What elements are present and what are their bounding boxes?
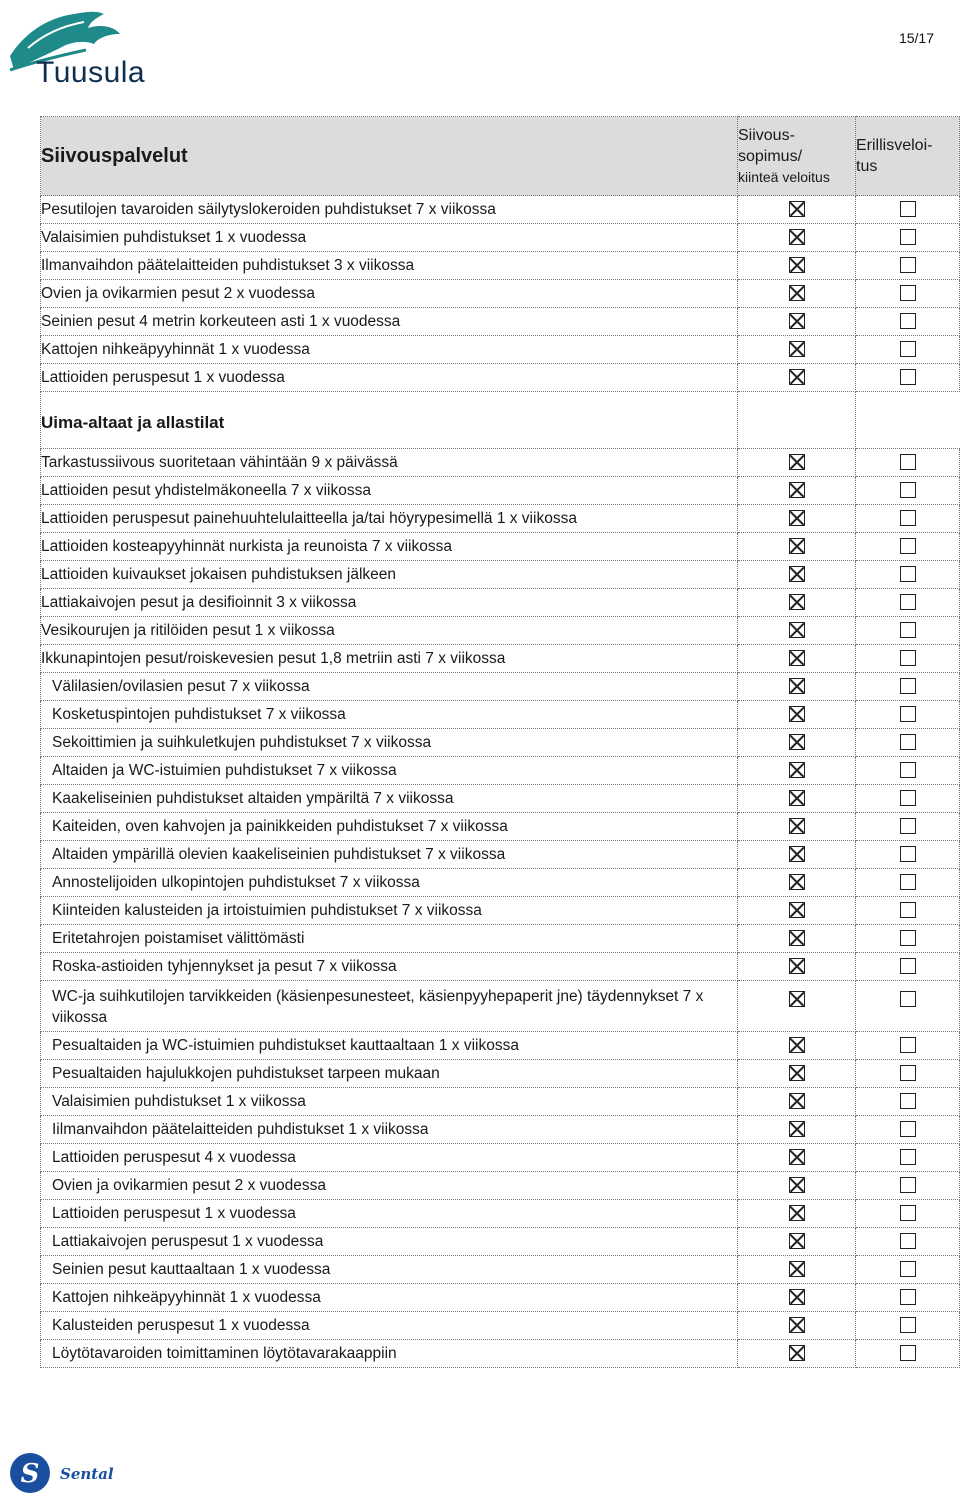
rows-group-a bbox=[41, 196, 960, 392]
erillisveloitus-checkbox[interactable] bbox=[900, 594, 916, 610]
sopimus-checkbox-cell bbox=[738, 1088, 856, 1116]
erillisveloitus-checkbox[interactable] bbox=[900, 678, 916, 694]
table-row bbox=[41, 729, 960, 757]
erillisveloitus-checkbox-cell bbox=[856, 729, 960, 757]
erillisveloitus-checkbox-cell bbox=[856, 1284, 960, 1312]
erillisveloitus-checkbox-cell bbox=[856, 757, 960, 785]
sopimus-checkbox[interactable] bbox=[789, 762, 805, 778]
sopimus-checkbox[interactable] bbox=[789, 706, 805, 722]
table-row bbox=[41, 1172, 960, 1200]
table-row bbox=[41, 364, 960, 392]
erillisveloitus-checkbox[interactable] bbox=[900, 1037, 916, 1053]
sopimus-checkbox[interactable] bbox=[789, 1205, 805, 1221]
sopimus-checkbox[interactable] bbox=[789, 1233, 805, 1249]
erillisveloitus-checkbox-cell bbox=[856, 785, 960, 813]
row-label: Lattioiden peruspesut 4 x vuodessa bbox=[41, 1144, 738, 1172]
row-label: Kosketuspintojen puhdistukset 7 x viikossa bbox=[41, 701, 738, 729]
row-label: Ilmanvaihdon päätelaitteiden puhdistukset 3 x viikossa bbox=[41, 252, 738, 280]
row-label: WC-ja suihkutilojen tarvikkeiden (käsienpesunesteet, käsienpyyhepaperit jne) täydennykset 7 x viikossa bbox=[41, 981, 738, 1032]
row-label: Pesualtaiden hajulukkojen puhdistukset tarpeen mukaan bbox=[41, 1060, 738, 1088]
erillisveloitus-checkbox[interactable] bbox=[900, 790, 916, 806]
sopimus-checkbox[interactable] bbox=[789, 790, 805, 806]
table-row bbox=[41, 224, 960, 252]
table-row bbox=[41, 1256, 960, 1284]
row-label: Ovien ja ovikarmien pesut 2 x vuodessa bbox=[41, 280, 738, 308]
section-empty-cell bbox=[856, 392, 960, 449]
sopimus-checkbox-cell bbox=[738, 196, 856, 224]
erillisveloitus-checkbox-cell bbox=[856, 645, 960, 673]
row-label: Lattioiden kosteapyyhinnät nurkista ja reunoista 7 x viikossa bbox=[41, 533, 738, 561]
row-label: Lattiakaivojen pesut ja desifioinnit 3 x viikossa bbox=[41, 589, 738, 617]
row-label: Vesikourujen ja ritilöiden pesut 1 x viikossa bbox=[41, 617, 738, 645]
sopimus-checkbox-cell bbox=[738, 252, 856, 280]
page-number: 15/17 bbox=[898, 30, 934, 46]
erillisveloitus-checkbox[interactable] bbox=[900, 734, 916, 750]
erillisveloitus-checkbox[interactable] bbox=[900, 341, 916, 357]
logo-text: Tuusula bbox=[36, 56, 146, 89]
row-label: Annostelijoiden ulkopintojen puhdistukset 7 x viikossa bbox=[41, 869, 738, 897]
sopimus-checkbox-cell bbox=[738, 1228, 856, 1256]
table-row bbox=[41, 336, 960, 364]
rows-group-b bbox=[41, 449, 960, 673]
erillisveloitus-checkbox[interactable] bbox=[900, 874, 916, 890]
table-row bbox=[41, 1116, 960, 1144]
erillisveloitus-checkbox[interactable] bbox=[900, 958, 916, 974]
sopimus-checkbox[interactable] bbox=[789, 650, 805, 666]
table-row bbox=[41, 477, 960, 505]
sopimus-checkbox[interactable] bbox=[789, 818, 805, 834]
sopimus-checkbox[interactable] bbox=[789, 846, 805, 862]
erillisveloitus-checkbox-cell bbox=[856, 673, 960, 701]
sopimus-checkbox[interactable] bbox=[789, 201, 805, 217]
sopimus-checkbox-cell bbox=[738, 813, 856, 841]
sopimus-checkbox-cell bbox=[738, 505, 856, 533]
row-label: Lattioiden peruspesut 1 x vuodessa bbox=[41, 1200, 738, 1228]
erillisveloitus-checkbox-cell bbox=[856, 1116, 960, 1144]
sopimus-checkbox-cell bbox=[738, 701, 856, 729]
table-row bbox=[41, 1088, 960, 1116]
erillisveloitus-checkbox-cell bbox=[856, 1172, 960, 1200]
section-title: Uima-altaat ja allastilat bbox=[41, 392, 738, 449]
erillisveloitus-checkbox-cell bbox=[856, 449, 960, 477]
table-row bbox=[41, 617, 960, 645]
sopimus-checkbox-cell bbox=[738, 1256, 856, 1284]
erillisveloitus-checkbox-cell bbox=[856, 1200, 960, 1228]
erillisveloitus-checkbox[interactable] bbox=[900, 285, 916, 301]
sopimus-checkbox-cell bbox=[738, 449, 856, 477]
row-label: Kaiteiden, oven kahvojen ja painikkeiden puhdistukset 7 x viikossa bbox=[41, 813, 738, 841]
erillisveloitus-checkbox[interactable] bbox=[900, 622, 916, 638]
sopimus-checkbox[interactable] bbox=[789, 1345, 805, 1361]
sopimus-checkbox-cell bbox=[738, 1116, 856, 1144]
col2-line3: kiinteä veloitus bbox=[738, 168, 830, 185]
row-label: Valaisimien puhdistukset 1 x viikossa bbox=[41, 1088, 738, 1116]
erillisveloitus-checkbox[interactable] bbox=[900, 902, 916, 918]
erillisveloitus-checkbox[interactable] bbox=[900, 846, 916, 862]
row-label: Lattioiden kuivaukset jokaisen puhdistuksen jälkeen bbox=[41, 561, 738, 589]
sopimus-checkbox-cell bbox=[738, 1200, 856, 1228]
section-row-group bbox=[41, 392, 960, 449]
erillisveloitus-checkbox-cell bbox=[856, 1060, 960, 1088]
erillisveloitus-checkbox-cell bbox=[856, 533, 960, 561]
erillisveloitus-checkbox-cell bbox=[856, 1144, 960, 1172]
sopimus-checkbox-cell bbox=[738, 589, 856, 617]
erillisveloitus-checkbox-cell bbox=[856, 196, 960, 224]
erillisveloitus-checkbox[interactable] bbox=[900, 650, 916, 666]
row-label: Lattioiden peruspesut painehuuhtelulaitteella ja/tai höyrypesimellä 1 x viikossa bbox=[41, 505, 738, 533]
erillisveloitus-checkbox[interactable] bbox=[900, 313, 916, 329]
table-row bbox=[41, 757, 960, 785]
sopimus-checkbox-cell bbox=[738, 785, 856, 813]
table-row bbox=[41, 449, 960, 477]
table-row bbox=[41, 196, 960, 224]
table-row bbox=[41, 673, 960, 701]
erillisveloitus-checkbox[interactable] bbox=[900, 991, 916, 1007]
col2-line2: sopimus/ bbox=[738, 147, 803, 165]
sopimus-checkbox-cell bbox=[738, 645, 856, 673]
sopimus-checkbox-cell bbox=[738, 477, 856, 505]
sopimus-checkbox[interactable] bbox=[789, 958, 805, 974]
row-label: Pesualtaiden ja WC-istuimien puhdistukset kauttaaltaan 1 x viikossa bbox=[41, 1032, 738, 1060]
sopimus-checkbox-cell bbox=[738, 981, 856, 1032]
table-row bbox=[41, 897, 960, 925]
row-label: Valaisimien puhdistukset 1 x vuodessa bbox=[41, 224, 738, 252]
erillisveloitus-checkbox-cell bbox=[856, 925, 960, 953]
sopimus-checkbox-cell bbox=[738, 1284, 856, 1312]
sopimus-checkbox-cell bbox=[738, 561, 856, 589]
sopimus-checkbox[interactable] bbox=[789, 991, 805, 1007]
sopimus-checkbox[interactable] bbox=[789, 1037, 805, 1053]
table-row bbox=[41, 981, 960, 1032]
erillisveloitus-checkbox-cell bbox=[856, 336, 960, 364]
sopimus-checkbox-cell bbox=[738, 280, 856, 308]
sopimus-checkbox[interactable] bbox=[789, 1121, 805, 1137]
table-row bbox=[41, 505, 960, 533]
sopimus-checkbox[interactable] bbox=[789, 1261, 805, 1277]
table-row bbox=[41, 561, 960, 589]
sopimus-checkbox-cell bbox=[738, 1312, 856, 1340]
erillisveloitus-checkbox[interactable] bbox=[900, 706, 916, 722]
erillisveloitus-checkbox-cell bbox=[856, 280, 960, 308]
sopimus-checkbox[interactable] bbox=[789, 257, 805, 273]
table-row bbox=[41, 869, 960, 897]
erillisveloitus-checkbox-cell bbox=[856, 953, 960, 981]
row-label: Löytötavaroiden toimittaminen löytötavarakaappiin bbox=[41, 1340, 738, 1368]
table-row bbox=[41, 785, 960, 813]
sopimus-checkbox[interactable] bbox=[789, 1065, 805, 1081]
row-label: Roska-astioiden tyhjennykset ja pesut 7 x viikossa bbox=[41, 953, 738, 981]
erillisveloitus-checkbox-cell bbox=[856, 897, 960, 925]
erillisveloitus-checkbox[interactable] bbox=[900, 510, 916, 526]
erillisveloitus-checkbox-cell bbox=[856, 813, 960, 841]
row-label: Lattioiden pesut yhdistelmäkoneella 7 x viikossa bbox=[41, 477, 738, 505]
sopimus-checkbox-cell bbox=[738, 841, 856, 869]
erillisveloitus-checkbox-cell bbox=[856, 1312, 960, 1340]
sopimus-checkbox-cell bbox=[738, 925, 856, 953]
row-label: Kiinteiden kalusteiden ja irtoistuimien puhdistukset 7 x viikossa bbox=[41, 897, 738, 925]
sopimus-checkbox-cell bbox=[738, 308, 856, 336]
erillisveloitus-checkbox[interactable] bbox=[900, 1261, 916, 1277]
sopimus-checkbox[interactable] bbox=[789, 902, 805, 918]
sopimus-checkbox-cell bbox=[738, 869, 856, 897]
erillisveloitus-checkbox[interactable] bbox=[900, 1317, 916, 1333]
col2-line1: Siivous- bbox=[738, 126, 795, 144]
erillisveloitus-checkbox-cell bbox=[856, 1340, 960, 1368]
sopimus-checkbox-cell bbox=[738, 673, 856, 701]
sopimus-checkbox-cell bbox=[738, 1032, 856, 1060]
sopimus-checkbox-cell bbox=[738, 1172, 856, 1200]
col3-line2: tus bbox=[856, 158, 878, 175]
services-table bbox=[40, 116, 960, 1368]
sopimus-checkbox[interactable] bbox=[789, 734, 805, 750]
section-row bbox=[41, 392, 960, 449]
sopimus-checkbox[interactable] bbox=[789, 1289, 805, 1305]
sopimus-checkbox[interactable] bbox=[789, 1177, 805, 1193]
table-row bbox=[41, 925, 960, 953]
sopimus-checkbox[interactable] bbox=[789, 369, 805, 385]
erillisveloitus-checkbox[interactable] bbox=[900, 538, 916, 554]
row-label: Sekoittimien ja suihkuletkujen puhdistukset 7 x viikossa bbox=[41, 729, 738, 757]
erillisveloitus-checkbox[interactable] bbox=[900, 1065, 916, 1081]
sopimus-checkbox-cell bbox=[738, 224, 856, 252]
row-label: Kattojen nihkeäpyyhinnät 1 x vuodessa bbox=[41, 336, 738, 364]
table-row bbox=[41, 1144, 960, 1172]
erillisveloitus-checkbox-cell bbox=[856, 981, 960, 1032]
table-row bbox=[41, 1060, 960, 1088]
sopimus-checkbox[interactable] bbox=[789, 313, 805, 329]
row-label: Kaakeliseinien puhdistukset altaiden ympäriltä 7 x viikossa bbox=[41, 785, 738, 813]
erillisveloitus-checkbox[interactable] bbox=[900, 482, 916, 498]
table-row bbox=[41, 1228, 960, 1256]
row-label: Ikkunapintojen pesut/roiskevesien pesut 1,8 metriin asti 7 x viikossa bbox=[41, 645, 738, 673]
erillisveloitus-checkbox[interactable] bbox=[900, 1233, 916, 1249]
sopimus-checkbox[interactable] bbox=[789, 341, 805, 357]
sopimus-checkbox-cell bbox=[738, 1060, 856, 1088]
erillisveloitus-checkbox[interactable] bbox=[900, 454, 916, 470]
table-title: Siivouspalvelut bbox=[41, 117, 738, 196]
sopimus-checkbox[interactable] bbox=[789, 622, 805, 638]
row-label: Eritetahrojen poistamiset välittömästi bbox=[41, 925, 738, 953]
erillisveloitus-checkbox[interactable] bbox=[900, 1345, 916, 1361]
erillisveloitus-checkbox-cell bbox=[856, 589, 960, 617]
table-row bbox=[41, 1312, 960, 1340]
table-row bbox=[41, 645, 960, 673]
table-row bbox=[41, 953, 960, 981]
erillisveloitus-checkbox[interactable] bbox=[900, 762, 916, 778]
sopimus-checkbox[interactable] bbox=[789, 566, 805, 582]
table-row bbox=[41, 1032, 960, 1060]
sopimus-checkbox-cell bbox=[738, 533, 856, 561]
erillisveloitus-checkbox[interactable] bbox=[900, 930, 916, 946]
sopimus-checkbox-cell bbox=[738, 757, 856, 785]
row-label: Tarkastussiivous suoritetaan vähintään 9 x päivässä bbox=[41, 449, 738, 477]
table-row bbox=[41, 813, 960, 841]
row-label: Välilasien/ovilasien pesut 7 x viikossa bbox=[41, 673, 738, 701]
column-header-sopimus bbox=[738, 117, 856, 196]
erillisveloitus-checkbox[interactable] bbox=[900, 566, 916, 582]
sopimus-checkbox[interactable] bbox=[789, 874, 805, 890]
sopimus-checkbox[interactable] bbox=[789, 510, 805, 526]
sopimus-checkbox-cell bbox=[738, 336, 856, 364]
table-row bbox=[41, 701, 960, 729]
sopimus-checkbox[interactable] bbox=[789, 1317, 805, 1333]
erillisveloitus-checkbox[interactable] bbox=[900, 1149, 916, 1165]
erillisveloitus-checkbox-cell bbox=[856, 1032, 960, 1060]
row-label: Seinien pesut kauttaaltaan 1 x vuodessa bbox=[41, 1256, 738, 1284]
erillisveloitus-checkbox[interactable] bbox=[900, 1177, 916, 1193]
row-label: Seinien pesut 4 metrin korkeuteen asti 1 x vuodessa bbox=[41, 308, 738, 336]
row-label: Altaiden ympärillä olevien kaakeliseinien puhdistukset 7 x viikossa bbox=[41, 841, 738, 869]
row-label: Ovien ja ovikarmien pesut 2 x vuodessa bbox=[41, 1172, 738, 1200]
sopimus-checkbox-cell bbox=[738, 729, 856, 757]
row-label: Iilmanvaihdon päätelaitteiden puhdistukset 1 x viikossa bbox=[41, 1116, 738, 1144]
erillisveloitus-checkbox-cell bbox=[856, 841, 960, 869]
sopimus-checkbox[interactable] bbox=[789, 678, 805, 694]
sopimus-checkbox[interactable] bbox=[789, 930, 805, 946]
erillisveloitus-checkbox-cell bbox=[856, 869, 960, 897]
erillisveloitus-checkbox-cell bbox=[856, 1228, 960, 1256]
erillisveloitus-checkbox[interactable] bbox=[900, 229, 916, 245]
sopimus-checkbox-cell bbox=[738, 364, 856, 392]
erillisveloitus-checkbox-cell bbox=[856, 364, 960, 392]
row-label: Kattojen nihkeäpyyhinnät 1 x vuodessa bbox=[41, 1284, 738, 1312]
erillisveloitus-checkbox[interactable] bbox=[900, 818, 916, 834]
sopimus-checkbox-cell bbox=[738, 1144, 856, 1172]
erillisveloitus-checkbox-cell bbox=[856, 561, 960, 589]
section-empty-cell bbox=[738, 392, 856, 449]
sopimus-checkbox[interactable] bbox=[789, 482, 805, 498]
erillisveloitus-checkbox[interactable] bbox=[900, 1121, 916, 1137]
svg-text:S: S bbox=[20, 1459, 40, 1489]
erillisveloitus-checkbox[interactable] bbox=[900, 201, 916, 217]
erillisveloitus-checkbox-cell bbox=[856, 617, 960, 645]
erillisveloitus-checkbox[interactable] bbox=[900, 369, 916, 385]
erillisveloitus-checkbox-cell bbox=[856, 1256, 960, 1284]
table-row bbox=[41, 280, 960, 308]
sopimus-checkbox-cell bbox=[738, 1340, 856, 1368]
row-label: Lattiakaivojen peruspesut 1 x vuodessa bbox=[41, 1228, 738, 1256]
row-label: Lattioiden peruspesut 1 x vuodessa bbox=[41, 364, 738, 392]
table-row bbox=[41, 252, 960, 280]
table-row bbox=[41, 1284, 960, 1312]
sopimus-checkbox-cell bbox=[738, 897, 856, 925]
table-row bbox=[41, 589, 960, 617]
sopimus-checkbox-cell bbox=[738, 953, 856, 981]
table-row bbox=[41, 1340, 960, 1368]
row-label: Kalusteiden peruspesut 1 x vuodessa bbox=[41, 1312, 738, 1340]
erillisveloitus-checkbox[interactable] bbox=[900, 257, 916, 273]
table-header-row bbox=[41, 117, 960, 196]
erillisveloitus-checkbox-cell bbox=[856, 701, 960, 729]
erillisveloitus-checkbox-cell bbox=[856, 308, 960, 336]
sopimus-checkbox[interactable] bbox=[789, 1093, 805, 1109]
erillisveloitus-checkbox[interactable] bbox=[900, 1093, 916, 1109]
erillisveloitus-checkbox-cell bbox=[856, 477, 960, 505]
erillisveloitus-checkbox-cell bbox=[856, 1088, 960, 1116]
sopimus-checkbox[interactable] bbox=[789, 594, 805, 610]
table-row bbox=[41, 533, 960, 561]
col3-line1: Erillisveloi- bbox=[856, 137, 933, 154]
sopimus-checkbox[interactable] bbox=[789, 538, 805, 554]
sopimus-checkbox[interactable] bbox=[789, 1149, 805, 1165]
table-row bbox=[41, 841, 960, 869]
sopimus-checkbox[interactable] bbox=[789, 454, 805, 470]
erillisveloitus-checkbox[interactable] bbox=[900, 1205, 916, 1221]
erillisveloitus-checkbox-cell bbox=[856, 224, 960, 252]
footer-logo-text: Sental bbox=[60, 1465, 114, 1483]
erillisveloitus-checkbox-cell bbox=[856, 505, 960, 533]
column-header-erillisveloitus bbox=[856, 117, 960, 196]
rows-group-c bbox=[41, 673, 960, 1368]
sopimus-checkbox[interactable] bbox=[789, 229, 805, 245]
erillisveloitus-checkbox[interactable] bbox=[900, 1289, 916, 1305]
erillisveloitus-checkbox-cell bbox=[856, 252, 960, 280]
table-row bbox=[41, 308, 960, 336]
sopimus-checkbox-cell bbox=[738, 617, 856, 645]
table-row bbox=[41, 1200, 960, 1228]
row-label: Pesutilojen tavaroiden säilytyslokeroiden puhdistukset 7 x viikossa bbox=[41, 196, 738, 224]
row-label: Altaiden ja WC-istuimien puhdistukset 7 x viikossa bbox=[41, 757, 738, 785]
sopimus-checkbox[interactable] bbox=[789, 285, 805, 301]
